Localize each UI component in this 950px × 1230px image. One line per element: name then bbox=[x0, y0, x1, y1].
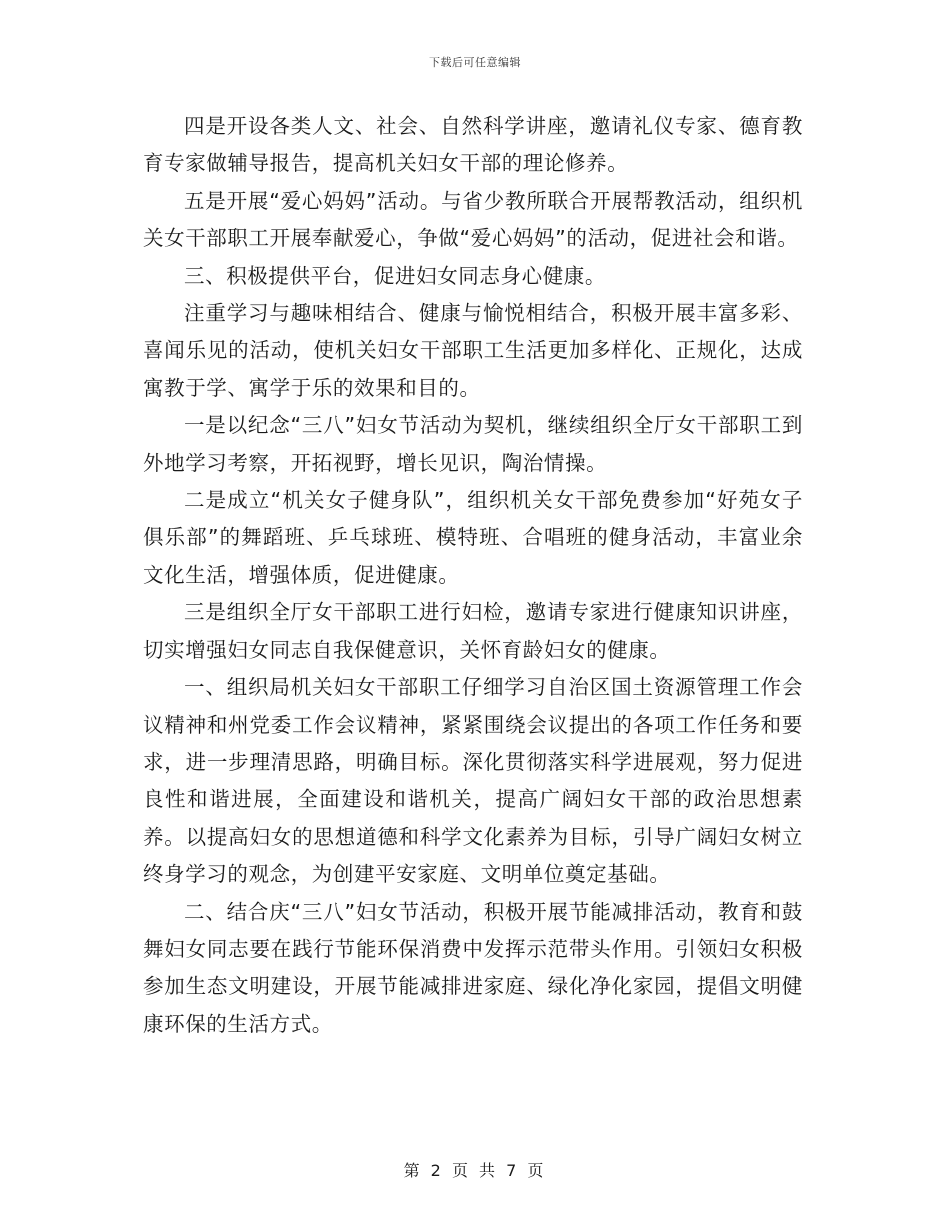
paragraph: 四是开设各类人文、社会、自然科学讲座，邀请礼仪专家、德育教育专家做辅导报告，提高机关妇女干部的理论修养。 bbox=[143, 114, 803, 176]
paragraph: 二、结合庆“三八”妇女节活动，积极开展节能减排活动，教育和鼓舞妇女同志要在践行节能环保消费中发挥示范带头作用。引领妇女积极参加生态文明建设，开展节能减排进家庭、绿化净化家园，提倡文明健康环保的生活方式。 bbox=[143, 899, 803, 1036]
section-heading: 三、积极提供平台，促进妇女同志身心健康。 bbox=[184, 263, 606, 288]
page-number-footer: 第 2 页 共 7 页 bbox=[403, 1161, 547, 1180]
paragraph: 注重学习与趣味相结合、健康与愉悦相结合，积极开展丰富多彩、喜闻乐见的活动，使机关妇女干部职工生活更加多样化、正规化，达成寓教于学、寓学于乐的效果和目的。 bbox=[143, 301, 803, 400]
paragraph: 一是以纪念“三八”妇女节活动为契机，继续组织全厅女干部职工到外地学习考察，开拓视野，增长见识，陶治情操。 bbox=[143, 413, 803, 475]
paragraph: 三是组织全厅女干部职工进行妇检，邀请专家进行健康知识讲座，切实增强妇女同志自我保健意识，关怀育龄妇女的健康。 bbox=[143, 600, 803, 662]
document-body bbox=[143, 108, 803, 1043]
page-header: 下载后可任意编辑 bbox=[429, 56, 521, 69]
paragraph: 一、组织局机关妇女干部职工仔细学习自治区国土资源管理工作会议精神和州党委工作会议精神，紧紧围绕会议提出的各项工作任务和要求，进一步理清思路，明确目标。深化贯彻落实科学进展观，努力促进良性和谐进展，全面建设和谐机关，提高广阔妇女干部的政治思想素养。以提高妇女的思想道德和科学文化素养为目标，引导广阔妇女树立终身学习的观念，为创建平安家庭、文明单位奠定基础。 bbox=[143, 675, 803, 887]
paragraph: 五是开展“爱心妈妈”活动。与省少教所联合开展帮教活动，组织机关女干部职工开展奉献爱心，争做“爱心妈妈”的活动，促进社会和谐。 bbox=[143, 188, 803, 251]
paragraph: 二是成立“机关女子健身队”，组织机关女干部免费参加“好苑女子俱乐部”的舞蹈班、乒乓球班、模特班、合唱班的健身活动，丰富业余文化生活，增强体质，促进健康。 bbox=[143, 488, 803, 587]
